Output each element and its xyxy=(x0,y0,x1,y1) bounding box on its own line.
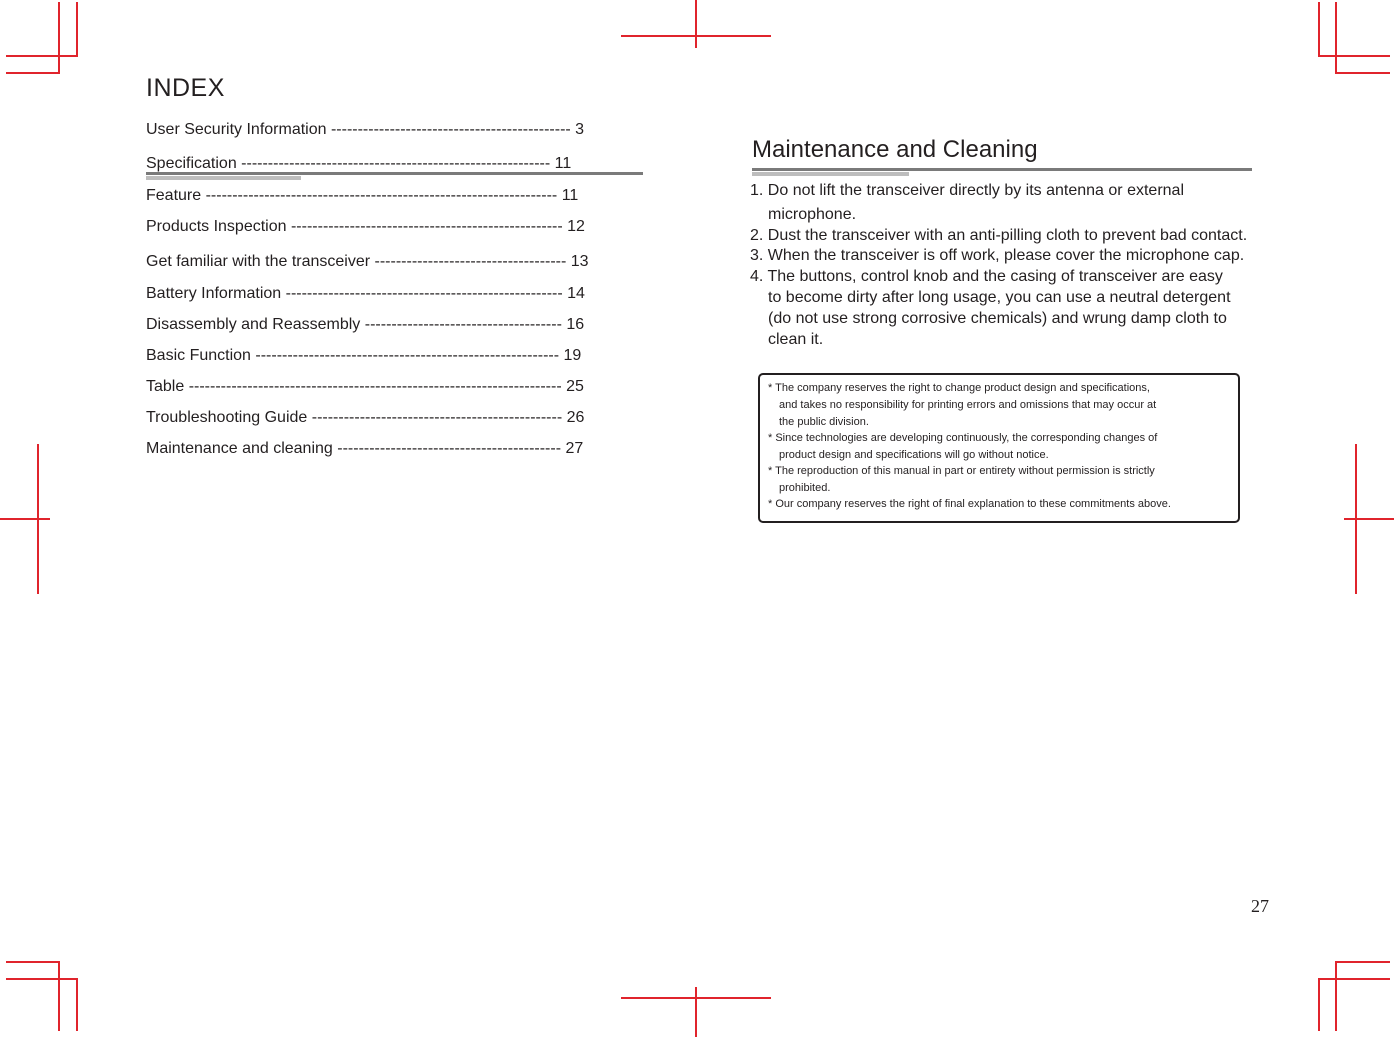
page-number: 27 xyxy=(1251,896,1269,916)
toc-entry[interactable]: Products Inspection --------------------------------------------------- 12 xyxy=(146,218,585,235)
crop-mark xyxy=(1335,961,1337,1031)
toc-entry[interactable]: Maintenance and cleaning ------------------------------------------ 27 xyxy=(146,440,584,457)
notice-line: * Since technologies are developing continuously, the corresponding changes of xyxy=(768,432,1158,444)
crop-mark xyxy=(58,2,60,74)
notice-line: * Our company reserves the right of final explanation to these commitments above. xyxy=(768,498,1171,510)
maintenance-item: 3. When the transceiver is off work, please cover the microphone cap. xyxy=(750,247,1245,264)
crop-mark xyxy=(6,961,60,963)
notice-line: and takes no responsibility for printing errors and omissions that may occur at xyxy=(779,399,1157,411)
index-title-rule xyxy=(146,172,643,175)
crop-mark xyxy=(76,978,78,1031)
section-title: Maintenance and Cleaning xyxy=(752,136,1038,163)
maintenance-item: 4. The buttons, control knob and the casing of transceiver are easy xyxy=(750,268,1223,285)
crop-mark xyxy=(1335,2,1337,74)
notice-line: * The reproduction of this manual in part or entirety without permission is strictly xyxy=(768,465,1155,477)
crop-mark xyxy=(1344,518,1394,520)
crop-mark xyxy=(1355,444,1357,594)
crop-mark xyxy=(1318,978,1390,980)
crop-mark xyxy=(37,444,39,594)
index-title: INDEX xyxy=(146,74,225,102)
crop-mark xyxy=(76,2,78,56)
crop-mark xyxy=(1336,961,1390,963)
index-title-rule-accent xyxy=(146,176,301,180)
toc-entry[interactable]: Specification ---------------------------------------------------------- 11 xyxy=(146,155,572,172)
toc-entry[interactable]: Basic Function --------------------------------------------------------- 19 xyxy=(146,347,582,364)
toc-entry[interactable]: Table ---------------------------------------------------------------------- 25 xyxy=(146,378,584,395)
toc-entry[interactable]: User Security Information --------------------------------------------- 3 xyxy=(146,121,585,138)
crop-mark xyxy=(1318,978,1320,1031)
crop-mark xyxy=(6,55,78,57)
maintenance-item: 2. Dust the transceiver with an anti-pilling cloth to prevent bad contact. xyxy=(750,227,1248,244)
crop-mark xyxy=(6,72,60,74)
toc-entry[interactable]: Feature ------------------------------------------------------------------ 11 xyxy=(146,187,579,204)
maintenance-item-continuation: (do not use strong corrosive chemicals) and wrung damp cloth to xyxy=(768,310,1227,327)
section-title-rule-accent xyxy=(752,172,909,176)
crop-mark xyxy=(1336,72,1390,74)
toc-entry[interactable]: Get familiar with the transceiver ------------------------------------ 13 xyxy=(146,253,589,270)
notice-line: prohibited. xyxy=(779,482,831,494)
notice-line: the public division. xyxy=(779,416,869,428)
notice-line: product design and specifications will go without notice. xyxy=(779,449,1049,461)
crop-mark xyxy=(0,518,50,520)
maintenance-item-continuation: to become dirty after long usage, you can use a neutral detergent xyxy=(768,289,1231,306)
maintenance-item-continuation: microphone. xyxy=(768,206,857,223)
crop-mark xyxy=(695,0,697,48)
crop-mark xyxy=(695,987,697,1037)
crop-mark xyxy=(1318,55,1390,57)
toc-entry[interactable]: Troubleshooting Guide ----------------------------------------------- 26 xyxy=(146,409,585,426)
maintenance-item: 1. Do not lift the transceiver directly by its antenna or external xyxy=(750,182,1184,199)
maintenance-item-continuation: clean it. xyxy=(768,331,824,348)
toc-entry[interactable]: Battery Information ---------------------------------------------------- 14 xyxy=(146,285,585,302)
crop-mark xyxy=(1318,2,1320,56)
section-title-rule xyxy=(752,168,1252,171)
crop-mark xyxy=(6,978,78,980)
notice-line: * The company reserves the right to change product design and specifications, xyxy=(768,382,1150,394)
toc-entry[interactable]: Disassembly and Reassembly ------------------------------------- 16 xyxy=(146,316,585,333)
crop-mark xyxy=(58,961,60,1031)
